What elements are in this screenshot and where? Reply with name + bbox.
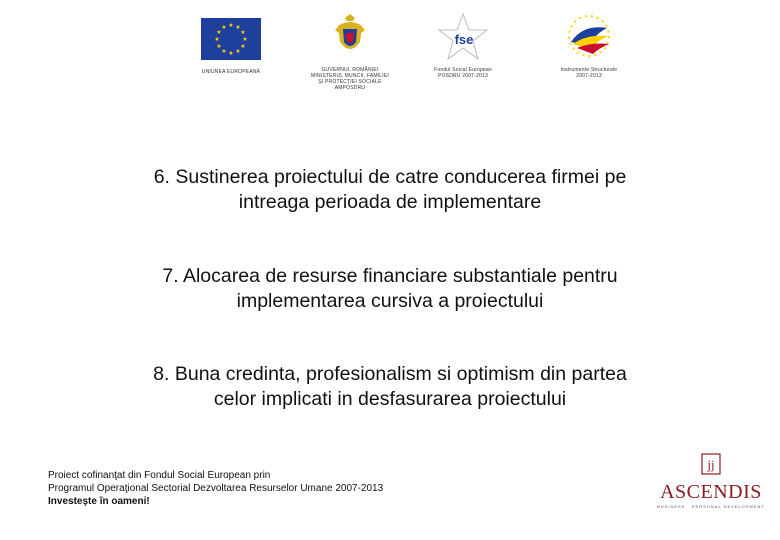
- fse-mark: fse: [454, 32, 474, 47]
- svg-text:★: ★: [221, 49, 227, 55]
- point-7-line-1: 7. Alocarea de resurse financiare substantiale pentru: [162, 265, 618, 287]
- gov-caption-4: AMPOSDRU: [334, 85, 366, 91]
- eu-logo: [195, 12, 267, 75]
- ascendis-wordmark: ASCENDIS: [660, 481, 762, 503]
- gov-caption-2: MINISTERUL MUNCII, FAMILIEI: [310, 73, 389, 79]
- is-caption-2: 2007-2013: [576, 73, 602, 79]
- svg-text:★: ★: [214, 37, 220, 43]
- fse-logo: [420, 12, 506, 79]
- ascendis-logo: [652, 452, 770, 509]
- funding-footer: [48, 469, 383, 508]
- fse-caption-1: Fondul Social European: [434, 67, 492, 73]
- eu-flag-icon: [201, 18, 261, 60]
- gov-caption-3: ŞI PROTECŢIEI SOCIALE: [318, 79, 382, 85]
- svg-text:★: ★: [228, 23, 234, 29]
- point-6: [40, 165, 740, 215]
- svg-text:★: ★: [242, 37, 248, 43]
- romania-crest-icon: [333, 12, 367, 62]
- structural-instruments-icon: [563, 12, 615, 62]
- is-logo: [546, 12, 632, 79]
- svg-text:★: ★: [240, 44, 246, 50]
- gov-logo: [300, 12, 400, 91]
- eu-caption: UNIUNEA EUROPEANĂ: [201, 69, 261, 75]
- gov-caption-1: GUVERNUL ROMÂNIEI: [321, 67, 379, 73]
- svg-text:★: ★: [235, 25, 241, 31]
- point-8-line-1: 8. Buna credinta, profesionalism si optimism din partea: [153, 363, 627, 385]
- footer-slogan: Investeşte în oameni!: [48, 496, 150, 507]
- svg-text:★: ★: [240, 30, 246, 36]
- svg-text:★: ★: [216, 44, 222, 50]
- svg-text:★: ★: [221, 25, 227, 31]
- fse-caption-2: POSDRU 2007-2013: [438, 73, 488, 79]
- svg-text:★: ★: [216, 30, 222, 36]
- footer-line-2: Programul Operaţional Sectorial Dezvoltarea Resurselor Umane 2007-2013: [48, 483, 384, 494]
- point-6-line-2: intreaga perioada de implementare: [238, 191, 542, 213]
- point-8-line-2: celor implicati in desfasurarea proiectului: [213, 388, 567, 410]
- svg-text:jj: jj: [707, 457, 715, 472]
- partner-logos: [0, 12, 780, 102]
- point-6-line-1: 6. Sustinerea proiectului de catre conducerea firmei pe: [153, 166, 627, 188]
- fse-star-icon: [437, 12, 489, 62]
- is-caption-1: Instrumente Structurale: [560, 67, 618, 73]
- ascendis-emblem-icon: [700, 452, 722, 476]
- svg-text:★: ★: [228, 51, 234, 57]
- point-7: [40, 264, 740, 314]
- eu-stars-icon: [201, 18, 261, 60]
- footer-line-1: Proiect cofinanţat din Fondul Social European prin: [48, 470, 271, 481]
- point-8: [40, 362, 740, 412]
- point-7-line-2: implementarea cursiva a proiectului: [236, 290, 544, 312]
- svg-text:★: ★: [235, 49, 241, 55]
- ascendis-tagline: BUSINESS · PERSONAL DEVELOPMENT: [657, 504, 765, 509]
